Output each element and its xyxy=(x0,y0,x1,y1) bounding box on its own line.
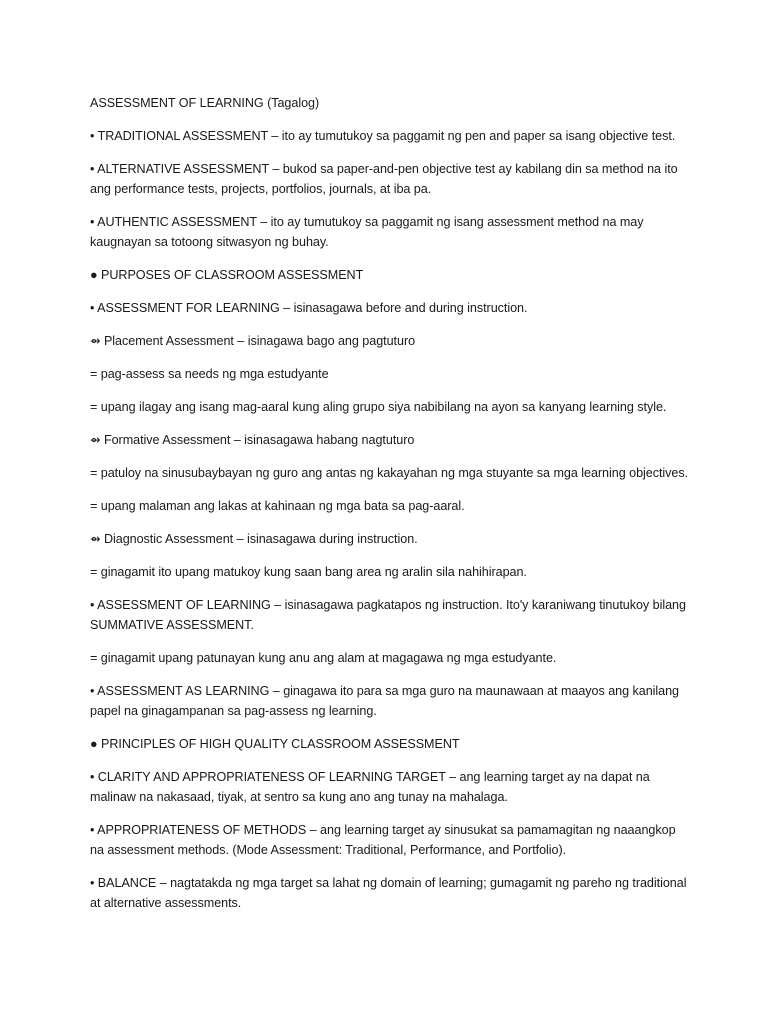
paragraph-balance: • BALANCE – nagtatakda ng mga target sa lahat ng domain of learning; gumagamit ng pareho ng traditional at alternative assessments. xyxy=(90,876,687,910)
document-title: ASSESSMENT OF LEARNING (Tagalog) xyxy=(90,96,320,110)
paragraph-authentic-assessment: • AUTHENTIC ASSESSMENT – ito ay tumutukoy sa paggamit ng isang assessment method na may kaugnayan sa totoong sitwasyon ng buhay. xyxy=(90,215,644,249)
paragraph-placement-grouping: = upang ilagay ang isang mag-aaral kung aling grupo siya nabibilang na ayon sa kanyang learning style. xyxy=(90,400,667,414)
paragraph-formative-monitoring: = patuloy na sinusubaybayan ng guro ang antas ng kakayahan ng mga stuyante sa mga learning objectives. xyxy=(90,466,689,480)
paragraph-traditional-assessment: • TRADITIONAL ASSESSMENT – ito ay tumutukoy sa paggamit ng pen and paper sa isang objective test. xyxy=(90,129,676,143)
paragraph-appropriateness-methods: • APPROPRIATENESS OF METHODS – ang learning target ay sinusukat sa pamamagitan ng naaangkop na assessment methods. (Mode Assessment: Traditional, Performance, and Portfolio). xyxy=(90,823,676,857)
paragraph-diagnostic-assessment: ⇴ Diagnostic Assessment – isinasagawa during instruction. xyxy=(90,532,418,546)
paragraph-diagnostic-purpose: = ginagamit ito upang matukoy kung saan bang area ng aralin sila nahihirapan. xyxy=(90,565,527,579)
paragraph-alternative-assessment: • ALTERNATIVE ASSESSMENT – bukod sa paper-and-pen objective test ay kabilang din sa method na ito ang performance tests, projects, portfolios, journals, at iba pa. xyxy=(90,162,678,196)
document-page xyxy=(90,93,690,926)
paragraph-assessment-for-learning: • ASSESSMENT FOR LEARNING – isinasagawa before and during instruction. xyxy=(90,301,528,315)
heading-purposes: ● PURPOSES OF CLASSROOM ASSESSMENT xyxy=(90,268,364,282)
paragraph-formative-assessment: ⇴ Formative Assessment – isinasagawa habang nagtuturo xyxy=(90,433,415,447)
paragraph-summative-purpose: = ginagamit upang patunayan kung anu ang alam at magagawa ng mga estudyante. xyxy=(90,651,557,665)
paragraph-placement-needs: = pag-assess sa needs ng mga estudyante xyxy=(90,367,329,381)
paragraph-assessment-as-learning: • ASSESSMENT AS LEARNING – ginagawa ito para sa mga guro na maunawaan at maayos ang kanilang papel na ginagampanan sa pag-assess ng learning. xyxy=(90,684,680,718)
heading-principles: ● PRINCIPLES OF HIGH QUALITY CLASSROOM ASSESSMENT xyxy=(90,737,460,751)
paragraph-placement-assessment: ⇴ Placement Assessment – isinagawa bago ang pagtuturo xyxy=(90,334,416,348)
paragraph-assessment-of-learning: • ASSESSMENT OF LEARNING – isinasagawa pagkatapos ng instruction. Ito'y karaniwang tinutukoy bilang SUMMATIVE ASSESSMENT. xyxy=(90,598,686,632)
paragraph-clarity-learning-target: • CLARITY AND APPROPRIATENESS OF LEARNING TARGET – ang learning target ay na dapat na malinaw na nakasaad, tiyak, at sentro sa kung ano ang tunay na mahalaga. xyxy=(90,770,650,804)
paragraph-formative-strengths: = upang malaman ang lakas at kahinaan ng mga bata sa pag-aaral. xyxy=(90,499,465,513)
